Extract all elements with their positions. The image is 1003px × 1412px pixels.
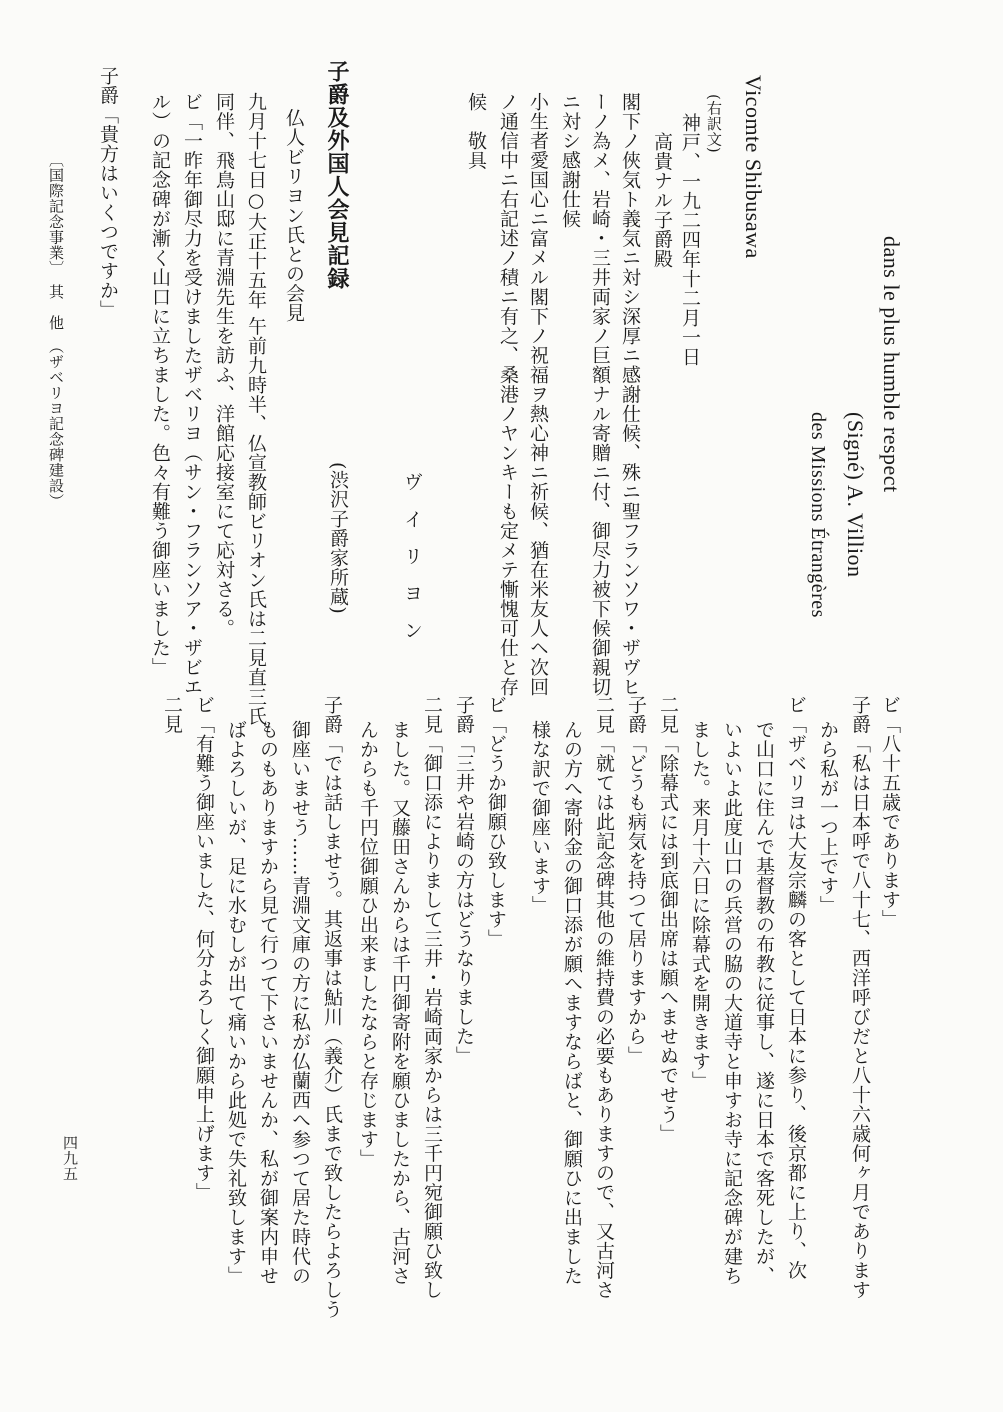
dialogue-line-21: ばよろしいが、足に水むしが出て痛いから此処で失礼致します」 xyxy=(225,720,247,1286)
meeting-subtitle: 仏人ビリヨン氏との会見 xyxy=(283,108,305,323)
letter-date: 神戸、一九二四年十二月一日 xyxy=(679,113,701,367)
dialogue-line-16: ました。又藤田さんからは千円御寄附を願ひましたから、古河さ xyxy=(389,720,411,1286)
letter-line-5: ノ通信中ニ右記述ノ積ニ有之、桑港ノヤンキーも定メテ慚愧可仕と存 xyxy=(497,92,519,697)
dialogue-line-23: 二見 xyxy=(161,695,183,734)
dialogue-line-8: 二見「除幕式には到底御出席は願へませぬでせう」 xyxy=(657,695,679,1144)
running-footer: 〔国際記念事業〕 其 他 （ザベリヨ記念碑建設） xyxy=(47,152,65,509)
latin-missions-line: des Missions Étrangères xyxy=(807,412,829,618)
dialogue-line-2: 子爵「私は日本呼で八十七、西洋呼びだと八十六歳何ヶ月であります xyxy=(849,695,871,1300)
dialogue-line-18: 子爵「では話しませう。其返事は鮎川（義介）氏まで致したらよろしう xyxy=(321,695,343,1319)
dialogue-line-9: 子爵「どうも病気を持つて居りますから」 xyxy=(625,695,647,1066)
letter-line-1: 閣下ノ俠気ト義気ニ対シ深厚ニ感謝仕候、殊ニ聖フランソワ・ザヴヒ xyxy=(619,92,641,697)
dialogue-line-20: ものもありますから見て行つて下さいませんか、私が御案内申せ xyxy=(257,720,279,1286)
translation-label: (右訳文) xyxy=(705,94,723,154)
dialogue-line-14: 子爵「三井や岩崎の方はどうなりました」 xyxy=(453,695,475,1066)
dialogue-line-11: んの方へ寄附金の御口添が願へますならばと、御願ひに出ました xyxy=(561,720,583,1286)
dialogue-line-1: ビ「八十五歳であります」 xyxy=(879,695,901,929)
dialogue-line-19: 御座いませう……青淵文庫の方に私が仏蘭西へ参つて居た時代の xyxy=(289,720,311,1286)
narrative-line-1: 九月十七日○大正十五年 午前九時半、仏宣教師ビリオン氏は二見直三氏 xyxy=(245,92,267,726)
letter-line-6: 候 敬具 xyxy=(465,92,487,170)
dialogue-line-6: いよいよ此度山口の兵営の脇の大道寺と申すお寺に記念碑が建ち xyxy=(721,720,743,1286)
dialogue-line-3: から私が一つ上です」 xyxy=(817,720,839,915)
narrative-line-2: 同伴、飛鳥山邸に青淵先生を訪ふ、洋館応接室にて応対さる。 xyxy=(213,92,235,638)
dialogue-line-12: 様な訳で御座います」 xyxy=(529,720,551,915)
page-number: 四九五 xyxy=(61,1135,79,1182)
narrative-line-3: ビ「一昨年御尽力を受けましたザベリヨ（サン・フランソア・ザビエ xyxy=(181,92,203,697)
vicomte-line: Vicomte Shibusawa xyxy=(741,75,766,259)
letter-addressee: 高貴ナル子爵殿 xyxy=(651,132,673,269)
dialogue-line-7: ました。来月十六日に除幕式を開きます」 xyxy=(689,720,711,1091)
dialogue-line-15: 二見「御口添によりまして三井・岩崎両家からは三千円宛御願ひ致し xyxy=(421,695,443,1300)
dialogue-line-10: 二見「就ては此記念碑其他の維持費の必要もありますので、又古河さ xyxy=(593,695,615,1300)
section-title: 子爵及外国人会見記録 xyxy=(324,60,350,290)
dialogue-line-13: ビ「どうか御願ひ致します」 xyxy=(485,695,507,949)
latin-signed-line: (Signé) A. Villion xyxy=(843,412,868,578)
source-note: (渋沢子爵家所蔵) xyxy=(327,462,349,615)
letter-line-4: 小生者愛国心ニ富メル閣下ノ祝福ヲ熱心神ニ祈候、猶在米友人ヘ次回 xyxy=(527,92,549,697)
dialogue-line-4: ビ「ザベリヨは大友宗麟の客として日本に参り、後京都に上り、次 xyxy=(785,695,807,1280)
letter-signature: ヴ イ リ ヨ ン xyxy=(401,472,423,646)
dialogue-line-17: んからも千円位御願ひ出来ましたならと存じます」 xyxy=(357,720,379,1169)
narrative-line-5: 子爵「貴方はいくつですか」 xyxy=(97,66,119,320)
dialogue-line-5: で山口に住んで基督教の布教に従事し、遂に日本で客死したが、 xyxy=(753,720,775,1286)
dialogue-line-22: ビ「有難う御座いました、何分よろしく御願申上げます」 xyxy=(193,695,215,1202)
letter-line-3: ニ対シ感謝仕候 xyxy=(559,92,581,229)
latin-respect-line: dans le plus humble respect xyxy=(879,236,904,493)
letter-line-2: ーノ為メ、岩崎・三井両家ノ巨額ナル寄贈ニ付、御尽力被下候御親切 xyxy=(589,92,611,697)
narrative-line-4: ル）の記念碑が漸く山口に立ちました。色々有難う御座いました」 xyxy=(149,92,171,677)
